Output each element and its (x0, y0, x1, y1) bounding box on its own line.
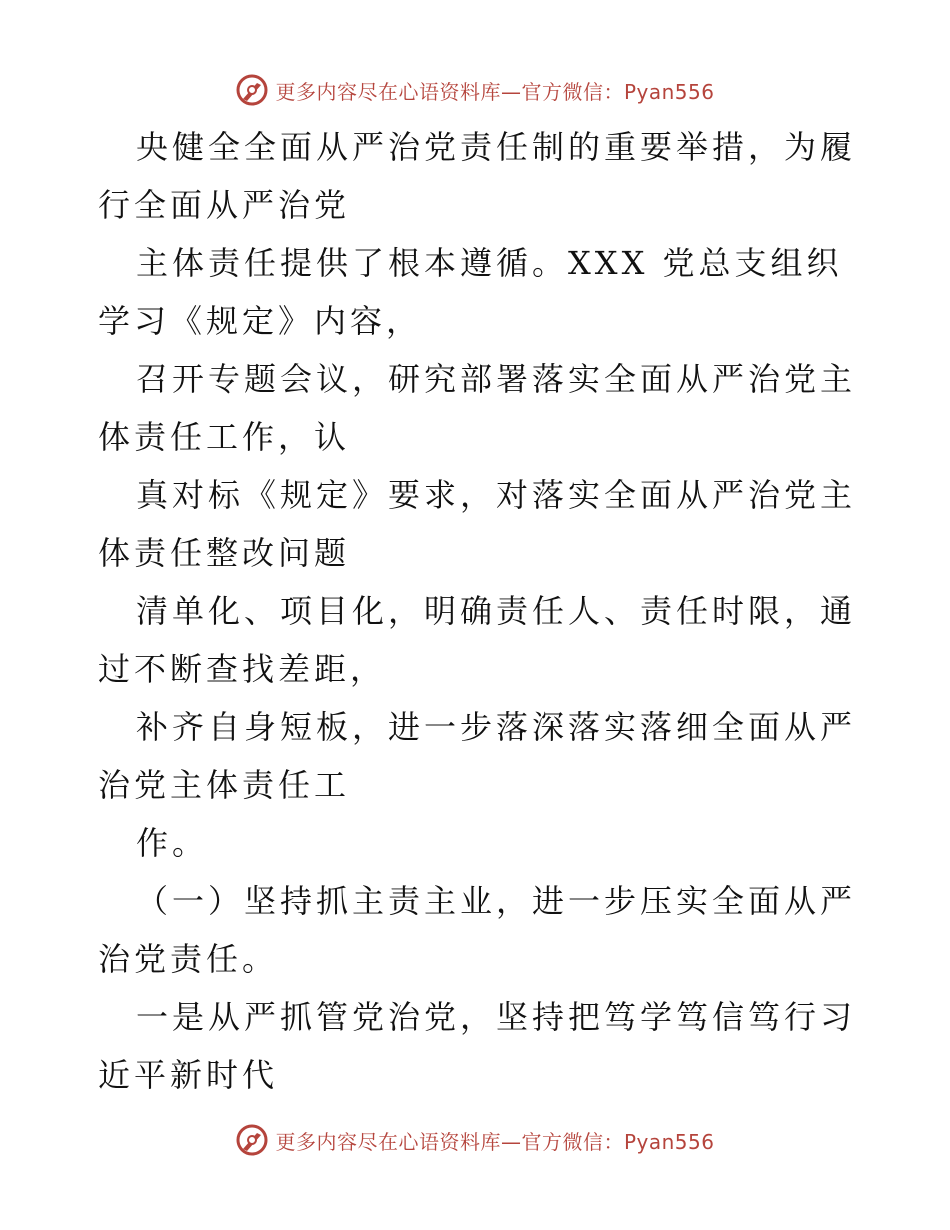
pen-logo-icon (235, 1123, 269, 1157)
paragraph: 真对标《规定》要求，对落实全面从严治党主体责任整改问题 (98, 476, 857, 572)
paragraph: 补齐自身短板，进一步落深落实落细全面从严治党主体责任工 (98, 708, 857, 804)
paragraph: 央健全全面从严治党责任制的重要举措，为履行全面从严治党 (98, 128, 857, 224)
paragraph: 作。 (136, 824, 209, 862)
paragraph: 一是从严抓管党治党，坚持把笃学笃信笃行习近平新时代 (98, 998, 857, 1094)
header-banner (0, 70, 950, 110)
footer-banner-text: 更多内容尽在心语资料库—官方微信：Pyan556 (275, 1129, 715, 1154)
header-banner-text: 更多内容尽在心语资料库—官方微信：Pyan556 (275, 79, 715, 104)
footer-banner (0, 1120, 950, 1160)
paragraph: 主体责任提供了根本遵循。XXX 党总支组织学习《规定》内容， (98, 244, 843, 340)
section-heading: （一）坚持抓主责主业，进一步压实全面从严治党责任。 (98, 882, 857, 978)
paragraph: 清单化、项目化，明确责任人、责任时限，通过不断查找差距， (98, 592, 857, 688)
document-body (98, 118, 858, 1104)
pen-logo-icon (235, 73, 269, 107)
paragraph: 召开专题会议，研究部署落实全面从严治党主体责任工作，认 (98, 360, 857, 456)
